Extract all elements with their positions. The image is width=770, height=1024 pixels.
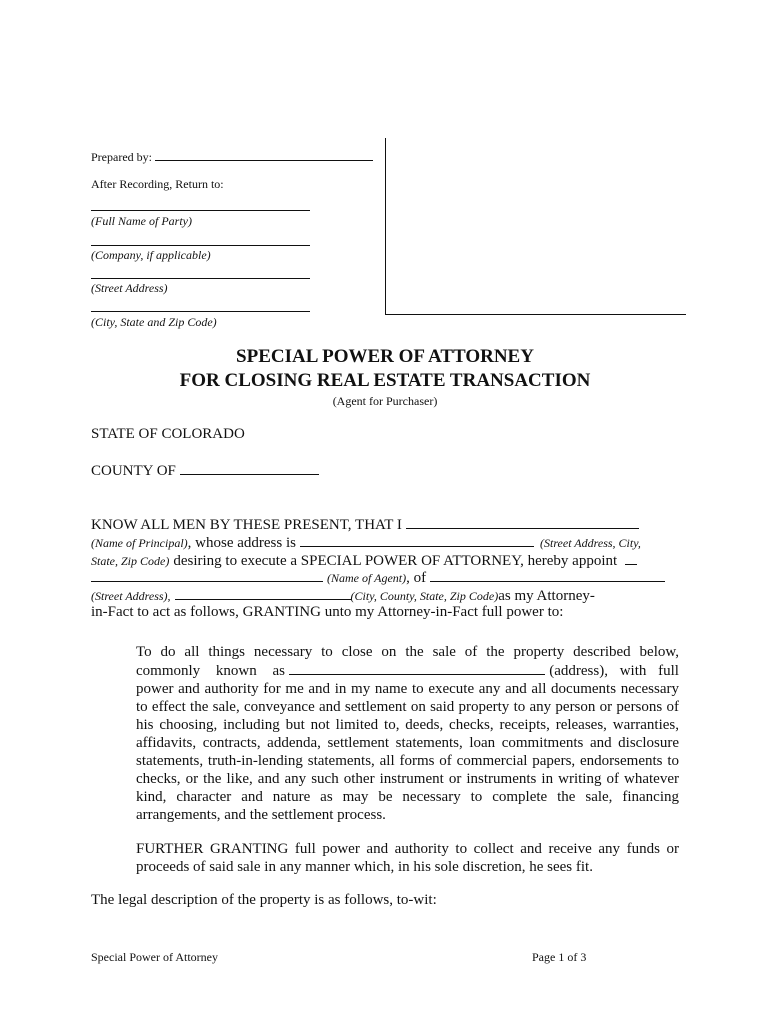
state-label: STATE OF COLORADO [91,426,245,442]
city-blank[interactable] [91,311,310,312]
agent-address-line: (Street Address), (City, County, State, Zip Code)as my Attorney- [91,588,595,604]
after-recording-label: After Recording, Return to: [91,177,224,191]
agent-address-blank[interactable] [175,586,351,600]
county-blank[interactable] [180,461,319,475]
footer-left: Special Power of Attorney [91,950,218,964]
city-caption: (City, State and Zip Code) [91,315,217,329]
principal-name-blank[interactable] [406,515,639,529]
full-name-caption: (Full Name of Party) [91,214,192,228]
body-p1-line1: To do all things necessary to close on the sale of the property described below, [136,644,679,660]
company-blank[interactable] [91,245,310,246]
agent-of-blank[interactable] [430,568,665,582]
document-subtitle: (Agent for Purchaser) [332,394,438,408]
street-blank[interactable] [91,278,310,279]
body-p1-line2: commonly known as (address), with full [136,663,679,679]
recording-box-bottom [385,314,686,315]
prepared-by-label: Prepared by: [91,147,373,165]
company-caption: (Company, if applicable) [91,248,211,262]
state-zip-caption: State, Zip Code) [91,554,170,568]
full-name-blank[interactable] [91,210,310,211]
principal-line: (Name of Principal), whose address is (Street Address, City, [91,535,641,551]
body-paragraph-2: FURTHER GRANTING full power and authority to collect and receive any funds or proceeds of said sale in any manner which, in his sole discretion, he sees fit. [136,841,679,875]
prepared-by-blank[interactable] [155,147,373,161]
document-title-line2: FOR CLOSING REAL ESTATE TRANSACTION [179,370,591,391]
commonly-known-blank[interactable] [289,661,545,675]
know-all-line: KNOW ALL MEN BY THESE PRESENT, THAT I [91,515,639,534]
name-of-agent-caption: (Name of Agent) [327,571,407,585]
agent-name-blank[interactable] [91,568,323,582]
city-county-caption: (City, County, State, Zip Code) [350,589,499,603]
legal-description-label: The legal description of the property is as follows, to-wit: [91,892,437,908]
page-number: Page 1 of 3 [532,950,587,964]
street-caption: (Street Address) [91,281,168,295]
agent-blank-start[interactable] [625,551,637,565]
street-address-caption: (Street Address), [91,589,171,603]
body-p1-rest: power and authority for me and in my name to execute any and all documents necessary to effect the sale, conveyance and settlement on said property to any person or persons of his choosing, including but not limited to, deeds, checks, receipts, releases, warranties, affidavits, contracts, addenda, settlement statements, loan commitments and disclosure statements, truth-in-lending statements, all forms of commercial papers, endorsements to checks, or the like, and any such other instrument or instruments in writing of whatever kind, character and nature as may be necessary to complete the sale, financing arrangements, and the settlement process. [136,681,679,823]
county-label: COUNTY OF [91,461,319,480]
appoint-line: State, Zip Code) desiring to execute a SPECIAL POWER OF ATTORNEY, hereby appoint [91,551,637,570]
recording-box-vertical [385,138,386,315]
street-city-caption: (Street Address, City, [539,536,641,550]
in-fact-line: in-Fact to act as follows, GRANTING unto my Attorney-in-Fact full power to: [91,604,564,620]
body-paragraph-1 [136,643,679,824]
name-of-principal-caption: (Name of Principal) [91,536,188,550]
document-title-line1: SPECIAL POWER OF ATTORNEY [236,346,534,367]
agent-line: (Name of Agent), of [91,568,665,587]
principal-address-blank[interactable] [300,533,534,547]
